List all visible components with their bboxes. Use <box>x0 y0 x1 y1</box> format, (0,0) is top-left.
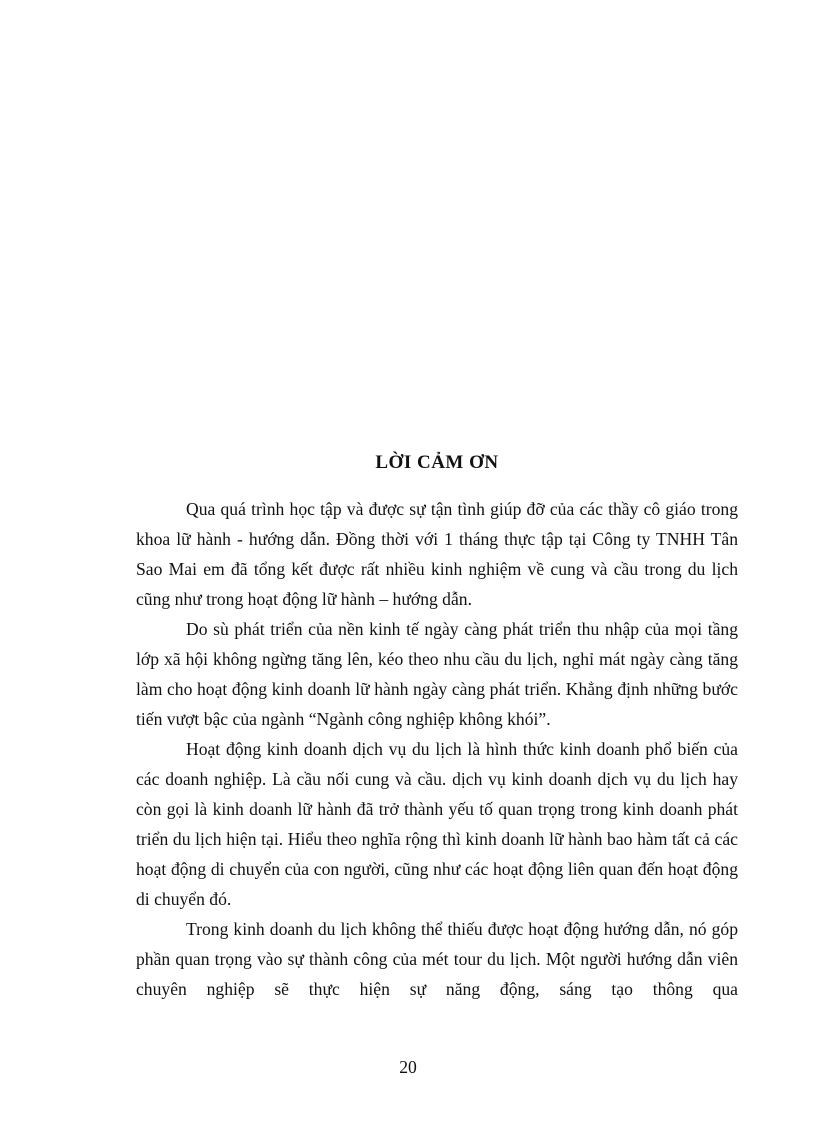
page-number: 20 <box>399 1057 417 1077</box>
paragraph-1: Qua quá trình học tập và được sự tận tình giúp đỡ của các thầy cô giáo trong khoa lữ hành - hướng dẫn. Đồng thời với 1 tháng thực tập tại Công ty TNHH Tân Sao Mai em đã tổng kết được rất nhiều kinh nghiệm về cung và cầu trong du lịch cũng như trong hoạt động lữ hành – hướng dẫn. <box>136 499 738 609</box>
paragraph-4: Trong kinh doanh du lịch không thể thiếu được hoạt động hướng dẫn, nó góp phần quan trọng vào sự thành công của mét tour du lịch. Một người hướng dẫn viên chuyên nghiệp sẽ thực hiện sự năng động, sáng tạo thông qua <box>136 919 738 999</box>
paragraph-2: Do sù phát triển của nền kinh tế ngày càng phát triển thu nhập của mọi tầng lớp xã hội không ngừng tăng lên, kéo theo nhu cầu du lịch, nghỉ mát ngày càng tăng làm cho hoạt động kinh doanh lữ hành ngày càng phát triển. Khẳng định những bước tiến vượt bậc của ngành “Ngành công nghiệp không khói”. <box>136 619 738 729</box>
paragraph-3: Hoạt động kinh doanh dịch vụ du lịch là hình thức kinh doanh phổ biến của các doanh nghiệp. Là cầu nối cung và cầu. dịch vụ kinh doanh dịch vụ du lịch hay còn gọi là kinh doanh lữ hành đã trở thành yếu tố quan trọng trong kinh doanh phát triển du lịch hiện tại. Hiểu theo nghĩa rộng thì kinh doanh lữ hành bao hàm tất cả các hoạt động di chuyển của con người, cũng như các hoạt động liên quan đến hoạt động di chuyển đó. <box>136 739 738 909</box>
body-text <box>136 494 738 1004</box>
page-title: LỜI CẢM ƠN <box>375 452 499 473</box>
